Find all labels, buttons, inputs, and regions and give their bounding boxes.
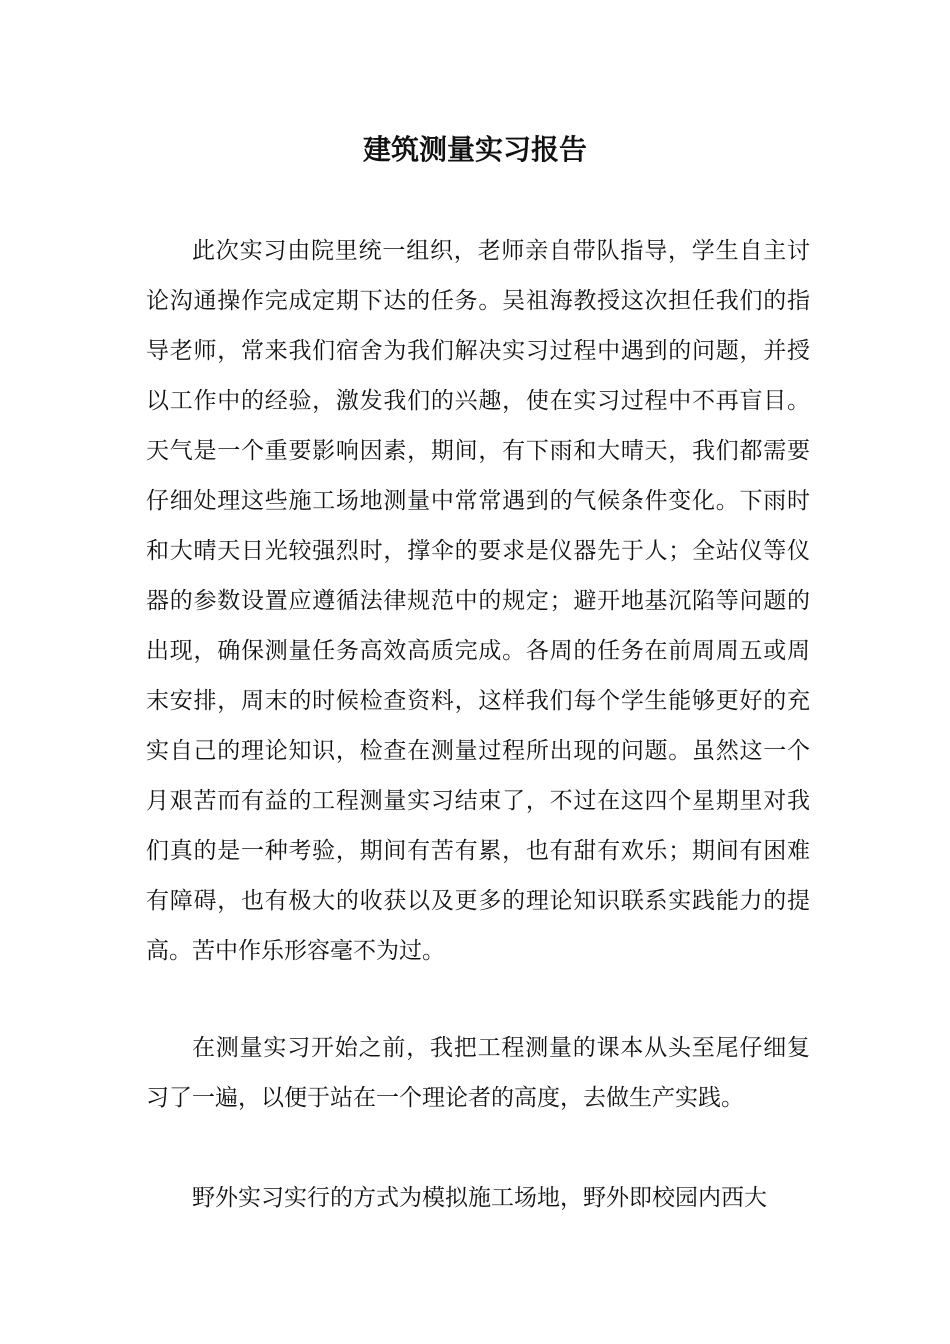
body-paragraph-1: 此次实习由院里统一组织，老师亲自带队指导，学生自主讨论沟通操作完成定期下达的任务。吴祖海教授这次担任我们的指导老师，常来我们宿舍为我们解决实习过程中遇到的问题，并授以工作中的经验，激发我们的兴趣，使在实习过程中不再盲目。天气是一个重要影响因素，期间，有下雨和大晴天，我们都需要仔细处理这些施工场地测量中常常遇到的气候条件变化。下雨时和大晴天日光较强烈时，撑伞的要求是仪器先于人；全站仪等仪器的参数设置应遵循法律规范中的规定；避开地基沉陷等问题的出现，确保测量任务高效高质完成。各周的任务在前周周五或周末安排，周末的时候检查资料，这样我们每个学生能够更好的充实自己的理论知识，检查在测量过程所出现的问题。虽然这一个月艰苦而有益的工程测量实习结束了，不过在这四个星期里对我们真的是一种考验，期间有苦有累，也有甜有欢乐；期间有困难有障碍，也有极大的收获以及更多的理论知识联系实践能力的提高。苦中作乐形容毫不为过。: [146, 238, 810, 964]
document-title: 建筑测量实习报告: [362, 133, 587, 166]
body-paragraph-2: 在测量实习开始之前，我把工程测量的课本从头至尾仔细复习了一遍，以便于站在一个理论者的高度，去做生产实践。: [146, 1035, 810, 1111]
body-paragraph-3: 野外实习实行的方式为模拟施工场地，野外即校园内西大: [192, 1185, 767, 1211]
